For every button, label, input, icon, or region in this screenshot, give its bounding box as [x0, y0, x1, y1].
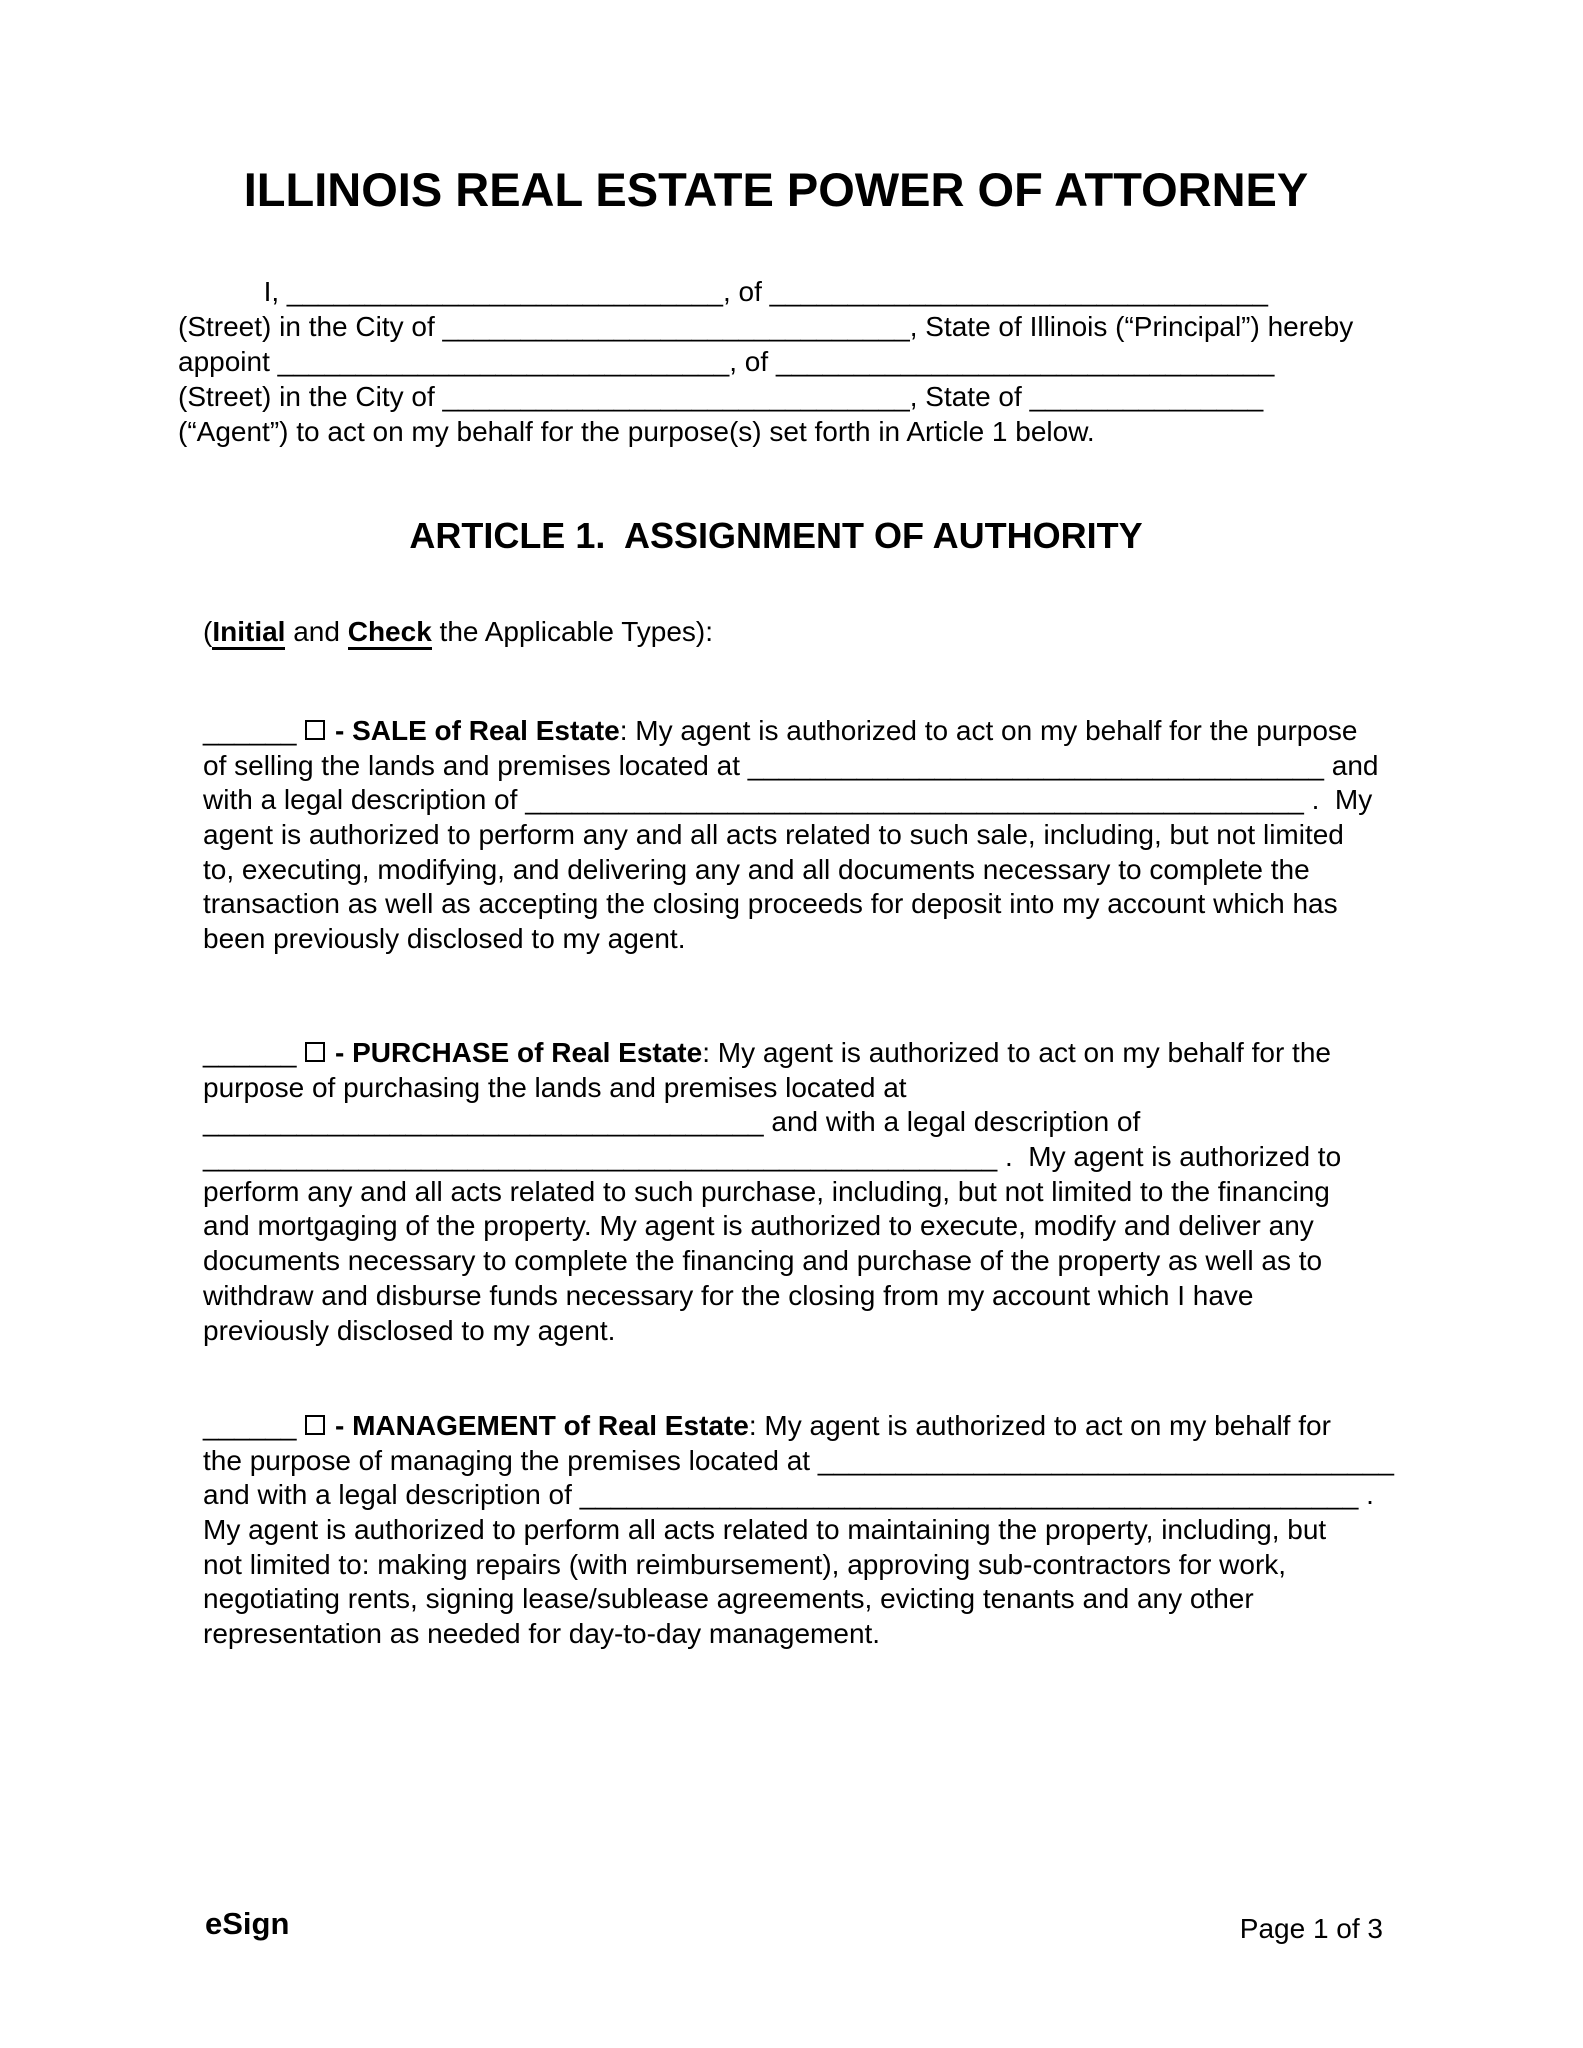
text-segment: of selling the lands and premises located at — [203, 749, 748, 781]
text-segment — [296, 715, 304, 746]
agent-name-blank[interactable]: _____________________________ — [277, 346, 730, 377]
sale-property-address-blank[interactable]: _____________________________________ — [747, 749, 1324, 781]
text-segment: Check — [348, 616, 432, 650]
text-segment: - MANAGEMENT of Real Estate — [335, 1410, 749, 1441]
text-segment: : My agent is authorized to act on my behalf for the — [702, 1037, 1331, 1068]
text-segment: and with a legal description of — [763, 1106, 1141, 1138]
text-segment: (Street) in the City of — [178, 381, 443, 412]
text-line — [203, 887, 1378, 922]
text-line — [203, 1314, 1341, 1349]
text-segment: documents necessary to complete the financing and purchase of the property as well as to — [203, 1245, 1323, 1277]
text-line — [203, 1105, 1341, 1140]
text-line — [178, 274, 1353, 309]
text-line — [203, 1244, 1341, 1279]
text-segment: to, executing, modifying, and delivering any and all documents necessary to complete the — [203, 853, 1310, 885]
text-line — [178, 379, 1353, 414]
agent-state-blank[interactable]: _______________ — [1029, 381, 1264, 412]
agent-street-blank[interactable]: ________________________________ — [775, 346, 1275, 377]
text-segment: with a legal description of — [203, 784, 526, 816]
purchase-legal-description-blank[interactable]: ___________________________________________________ — [203, 1141, 998, 1173]
text-segment: My agent is authorized to perform all acts related to maintaining the property, including, but — [203, 1514, 1327, 1546]
purchase-checkbox[interactable] — [305, 1042, 325, 1062]
text-segment: . My — [1303, 784, 1373, 816]
text-line — [203, 853, 1378, 888]
management-legal-description-blank[interactable]: __________________________________________________ — [579, 1479, 1359, 1511]
text-segment: the purpose of managing the premises located at — [203, 1444, 818, 1476]
sale-initials-blank[interactable]: ______ — [203, 715, 297, 746]
text-segment: previously disclosed to my agent. — [203, 1314, 616, 1346]
management-property-address-blank[interactable]: _____________________________________ — [817, 1444, 1395, 1476]
text-segment: perform any and all acts related to such purchase, including, but not limited to the financing — [203, 1175, 1330, 1207]
text-segment: and mortgaging of the property. My agent is authorized to execute, modify and deliver any — [203, 1210, 1314, 1242]
agent-city-blank[interactable]: ______________________________ — [442, 381, 910, 412]
text-segment: purpose of purchasing the lands and premises located at — [203, 1071, 907, 1103]
purchase-initials-blank[interactable]: ______ — [203, 1037, 297, 1068]
text-segment: , State of — [909, 381, 1030, 412]
management-section-paragraph — [203, 1409, 1394, 1652]
text-segment: and with a legal description of — [203, 1479, 580, 1511]
text-segment: : My agent is authorized to act on my behalf for — [748, 1410, 1331, 1441]
text-segment: - PURCHASE of Real Estate — [335, 1037, 703, 1068]
text-segment: - SALE of Real Estate — [335, 715, 620, 746]
text-line — [203, 1617, 1394, 1652]
text-line — [203, 614, 713, 649]
text-segment — [296, 1037, 304, 1068]
text-segment: withdraw and disburse funds necessary for the closing from my account which I have — [203, 1279, 1254, 1311]
text-line — [203, 1209, 1341, 1244]
text-line — [178, 309, 1353, 344]
management-checkbox[interactable] — [305, 1415, 325, 1435]
text-line — [203, 749, 1378, 784]
sale-checkbox[interactable] — [305, 720, 325, 740]
article1-heading: ARTICLE 1. ASSIGNMENT OF AUTHORITY — [409, 515, 1143, 556]
text-segment: . My agent is authorized to — [997, 1141, 1342, 1173]
text-segment: (“Agent”) to act on my behalf for the purpose(s) set forth in Article 1 below. — [178, 416, 1095, 447]
text-segment: Initial — [212, 616, 285, 650]
text-line — [203, 1175, 1341, 1210]
text-line — [203, 1409, 1394, 1444]
text-line — [203, 818, 1378, 853]
principal-name-blank[interactable]: ____________________________ — [286, 276, 723, 307]
text-segment: . — [1358, 1479, 1374, 1511]
text-segment: , of — [729, 346, 776, 377]
text-segment: and — [285, 616, 348, 647]
text-line — [203, 1444, 1394, 1479]
text-segment: I, — [178, 276, 287, 307]
text-segment: the Applicable Types): — [431, 616, 713, 647]
sale-legal-description-blank[interactable]: __________________________________________________ — [525, 784, 1304, 816]
text-line — [203, 1071, 1341, 1106]
text-line — [203, 1582, 1394, 1617]
text-segment: , State of Illinois (“Principal”) hereby — [909, 311, 1354, 342]
text-segment: : My agent is authorized to act on my behalf for the purpose — [619, 715, 1358, 746]
text-segment — [327, 1037, 335, 1068]
intro-paragraph — [178, 274, 1353, 449]
text-line — [203, 1279, 1341, 1314]
text-segment: appoint — [178, 346, 278, 377]
text-line — [203, 1513, 1394, 1548]
purchase-section-paragraph — [203, 1036, 1341, 1348]
esign-logo: eSign — [205, 1906, 290, 1941]
sale-section-paragraph — [203, 714, 1378, 957]
principal-city-blank[interactable]: ______________________________ — [442, 311, 910, 342]
principal-street-blank[interactable]: ________________________________ — [769, 276, 1268, 307]
text-segment — [296, 1410, 304, 1441]
text-segment: representation as needed for day-to-day management. — [203, 1618, 881, 1650]
text-segment: agent is authorized to perform any and all acts related to such sale, including, but not limited — [203, 819, 1344, 851]
text-segment: negotiating rents, signing lease/sublease agreements, evicting tenants and any other — [203, 1583, 1254, 1615]
text-segment: transaction as well as accepting the closing proceeds for deposit into my account which has — [203, 888, 1338, 920]
text-segment: not limited to: making repairs (with reimbursement), approving sub-contractors for work, — [203, 1548, 1287, 1580]
text-line — [203, 714, 1378, 749]
text-segment: been previously disclosed to my agent. — [203, 923, 686, 955]
text-line — [203, 1478, 1394, 1513]
text-segment — [327, 1410, 335, 1441]
management-initials-blank[interactable]: ______ — [203, 1410, 297, 1441]
article1-instruction-line — [203, 614, 713, 649]
text-segment: , of — [722, 276, 770, 307]
text-line — [203, 783, 1378, 818]
purchase-property-address-blank[interactable]: ____________________________________ — [203, 1106, 764, 1138]
text-line — [178, 414, 1353, 449]
text-line — [203, 1140, 1341, 1175]
text-segment: ( — [203, 616, 213, 647]
document-title: ILLINOIS REAL ESTATE POWER OF ATTORNEY — [243, 163, 1309, 216]
text-segment — [327, 715, 335, 746]
page-number: Page 1 of 3 — [1239, 1913, 1383, 1944]
text-line — [178, 344, 1353, 379]
text-line — [203, 922, 1378, 957]
text-segment: (Street) in the City of — [178, 311, 443, 342]
text-line — [203, 1036, 1341, 1071]
text-line — [203, 1548, 1394, 1583]
text-segment: and — [1323, 749, 1379, 781]
